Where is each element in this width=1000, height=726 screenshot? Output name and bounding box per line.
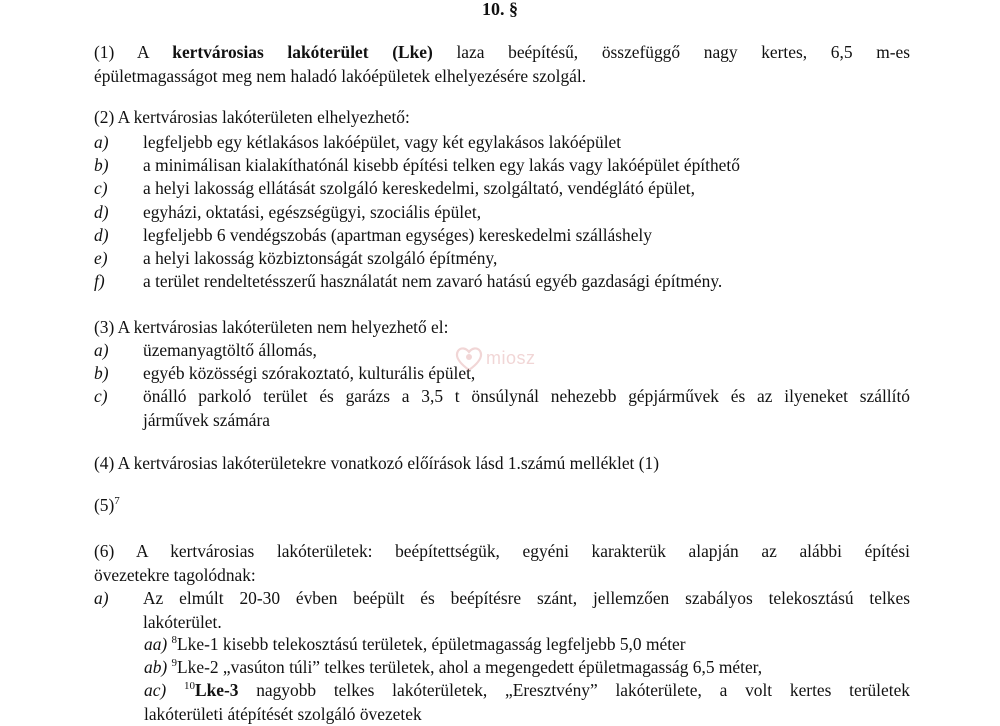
paragraph-1-line-1: (1) A kertvárosias lakóterület (Lke) laza beépítésű, összefüggő nagy kertes, 6,5 m-es	[94, 42, 910, 62]
paragraph-1-line-2: épületmagasságot meg nem haladó lakóépületek elhelyezésére szolgál.	[94, 65, 587, 86]
sub-item-ac: ac) $^{10}$Lke-3 nagyobb telkes lakóterületek, „Eresztvény” lakóterülete, a volt kertes területek lakóterületi átépítését szolgáló övezetek	[144, 680, 910, 724]
paragraph-2-intro: (2) A kertvárosias lakóterületen elhelyezhető:	[94, 107, 410, 127]
sub-item-ab: ab) $^9$Lke-2 „vasúton túli” telkes területek, ahol a megengedett épületmagasság 6,5 méter,	[144, 657, 763, 677]
term-kertvarosias: kertvárosias lakóterület (Lke)	[172, 42, 433, 62]
section-heading: 10. §	[482, 0, 518, 19]
paragraph-1	[94, 41, 910, 88]
watermark-text: miosz	[486, 348, 536, 368]
footnote-ref: 7	[114, 495, 120, 508]
paragraph-3-intro: (3) A kertvárosias lakóterületen nem helyezhető el:	[94, 317, 449, 337]
list-item: a) Az elmúlt 20-30 évben beépült és beépítésre szánt, jellemzően szabályos telekosztású telkes lakóterület.	[94, 588, 910, 632]
paragraph-5: $(5)^7$	[94, 495, 120, 515]
paragraph-4: (4) A kertvárosias lakóterületekre vonatkozó előírások lásd 1.számú melléklet (1)	[94, 453, 660, 473]
list-item: c) önálló parkoló terület és garázs a 3,5 t önsúlynál nehezebb gépjárművek és az ilyeneket szállító járművek számára	[94, 386, 910, 430]
sub-item-aa: aa) $^8$Lke-1 kisebb telekosztású területek, épületmagasság legfeljebb 5,0 méter	[144, 634, 686, 654]
paragraph-6: (6) A kertvárosias lakóterületek: beépítettségük, egyéni karakterük alapján az alábbi építési övezetekre tagolódnak:	[94, 541, 910, 585]
footnote-ref: 9	[171, 657, 178, 670]
footnote-ref: 10	[183, 680, 195, 693]
footnote-ref: 8	[171, 634, 178, 647]
term-lke-3: Lke-3	[194, 680, 239, 700]
document-page: 10. § (1) A kertvárosias lakóterület (Lke) laza beépítésű, összefüggő nagy kertes, 6,5 m-es épületmagasságot meg nem haladó lakóépületek elhelyezésére szolgál. (2) A kertvárosias lakóterületen elhelyezhető: a) legfeljebb egy kétlakásos lakóépület, vagy két egylakásos lakóépület b) a minimálisan kialakíthatónál kisebb építési telken egy lakás vagy lakóépület építhető c) a helyi lakosság ellátását szolgáló kereskedelmi, szolgáltató, vendéglátó épület, d) egyházi, oktatási, egészségügyi, szociális épület, d) legfeljebb 6 vendégszobás (apartman egységes) kereskedelmi szálláshely e) a helyi lakosság közbiztonságát szolgáló építmény, f) a terület rendeltetésszerű használatát nem zavaró hatású egyéb gazdasági építmény. (3) A kertvárosias lakóterületen nem helyezhető el: a) üzemanyagtöltő állomás, b) egyéb közösségi szórakoztató, kulturális épület, c) önálló parkoló terület és garázs a 3,5 t önsúlynál nehezebb gépjárművek és az ilyeneket szállító járművek számára (4) A kertvárosias lakóterületekre vonatkozó előírások lásd 1.számú melléklet (1) $(5)^7$ (6) A kertvárosias lakóterületek: beépítettségük, egyéni karakterük alapján az alábbi építési övezetekre tagolódnak: a) Az elmúlt 20-30 évben beépült és beépítésre szánt, jellemzően szabályos telekosztású telkes lakóterület. aa) $^8$Lke-1 kisebb telekosztású területek, épületmagasság legfeljebb 5,0 méter ab) $^9$Lke-2 „vasúton túli” telkes területek, ahol a megengedett épületmagasság 6,5 méter, ac) $^{10}$Lke-3 nagyobb telkes lakóterületek, „Eresztvény” lakóterülete, a volt kertes területek lakóterületi átépítését szolgáló övezetek miosz	[0, 0, 1000, 725]
